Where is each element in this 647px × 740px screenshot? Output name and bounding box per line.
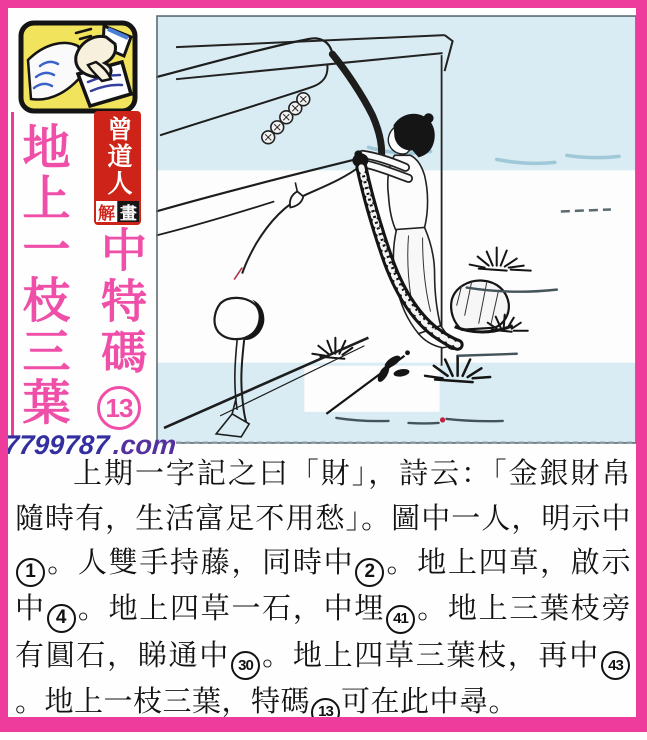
publisher-badge — [94, 111, 141, 225]
circled-number: 43 — [601, 651, 630, 680]
publisher-char-jie: 解 — [96, 201, 117, 222]
circled-number: 30 — [231, 651, 260, 680]
result-label: 中特碼 — [95, 226, 147, 379]
publisher-name: 曾道人 — [104, 115, 132, 197]
publisher-suffix — [96, 201, 139, 222]
circled-number: 13 — [311, 698, 340, 727]
circled-number: 41 — [386, 605, 415, 634]
analysis-paragraph: 上期一字記之曰「財」，詩云：「金銀財帛隨時有，生活富足不用愁」。圖中一人，明示中1 。人雙手持藤，同時中 2 。地上四草，啟示中 4 。地上四草一石，中埋 41 。地上三葉枝旁有圓石，睇通中 30 。地上四草三葉枝，再中 43。地上一枝三葉，特碼 13 可在此中尋。 — [15, 452, 631, 727]
hand-pointing-book-icon — [18, 20, 138, 114]
circled-number: 2 — [355, 558, 384, 587]
page-title: 地上一枝三葉 — [15, 122, 68, 428]
red-dot — [440, 417, 445, 422]
site-watermark — [3, 430, 177, 461]
circled-number: 4 — [47, 604, 76, 633]
publisher-char-hua: 畫 — [118, 201, 139, 222]
illustration — [156, 15, 637, 444]
circled-number: 1 — [16, 558, 45, 587]
special-number-badge: 13 — [97, 386, 141, 430]
site-domain: .com — [112, 430, 178, 460]
site-number: 7799787 — [2, 430, 111, 460]
